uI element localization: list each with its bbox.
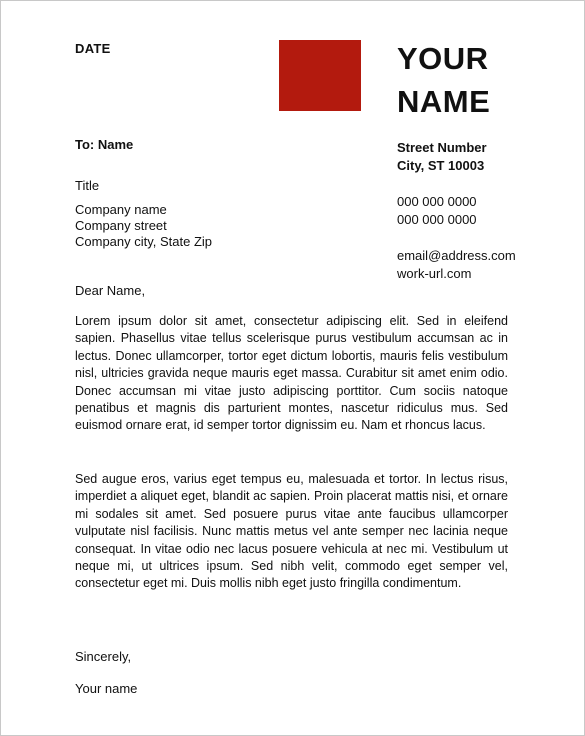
recipient-company-city: Company city, State Zip <box>75 234 213 249</box>
recipient-company-block <box>75 202 212 250</box>
sender-address <box>397 139 487 175</box>
sender-city: City, ST 10003 <box>397 158 485 173</box>
signature-name: Your name <box>75 681 138 696</box>
salutation: Dear Name, <box>75 283 146 298</box>
sender-name-line-1: YOUR <box>397 41 489 76</box>
sender-phone-2: 000 000 0000 <box>397 212 477 227</box>
recipient-title: Title <box>75 178 100 193</box>
recipient-company-street: Company street <box>75 218 167 233</box>
body-paragraph-2: Sed augue eros, varius eget tempus eu, malesuada et tortor. In lectus risus, imperdiet a aliquet eget, blandit ac sapien. Proin placerat mattis nisi, et ornare mi sodales sit amet. Sed posuere purus vitae ante faucibus ullamcorper vulputate nisl facilisis. Nunc mattis metus vel ante semper nec lacinia neque consequat. In vitae odio nec lacus posuere vehicula at nec mi. Vestibulum ut neque mi, ut ultrices ipsum. Sed nibh velit, commodo eget semper vel, consectetur eget mi. Duis mollis nibh eget justo fringilla condimentum. <box>75 472 508 591</box>
closing: Sincerely, <box>75 649 132 664</box>
body-paragraph-1: Lorem ipsum dolor sit amet, consectetur adipiscing elit. Sed in eleifend sapien. Phasellus vitae tellus scelerisque purus vestibulum accumsan ac in lectus. Donec ullamcorper, tortor eget dictum lobortis, mauris felis vestibulum nisl, ultricies gravida neque mauris eget massa. Curabitur sit amet enim odio. Donec accumsan mi vitae justo adipiscing porttitor. Cum sociis natoque penatibus et magnis dis parturient montes, nascetur ridiculus mus. Sed euismod ornare erat, id semper tortor dignissim eu. Nam et rhoncus lacus. <box>75 314 508 433</box>
sender-website: work-url.com <box>397 266 472 281</box>
sender-phones <box>397 193 477 229</box>
recipient-to-name: To: Name <box>75 137 134 152</box>
sender-name-line-2: NAME <box>397 84 491 119</box>
sender-email: email@address.com <box>397 248 516 263</box>
sender-phone-1: 000 000 0000 <box>397 194 477 209</box>
recipient-company-name: Company name <box>75 202 167 217</box>
date-label: DATE <box>75 41 111 56</box>
sender-street: Street Number <box>397 140 487 155</box>
sender-name-heading <box>397 37 490 123</box>
sender-contact <box>397 247 516 283</box>
brand-color-block <box>279 40 361 111</box>
